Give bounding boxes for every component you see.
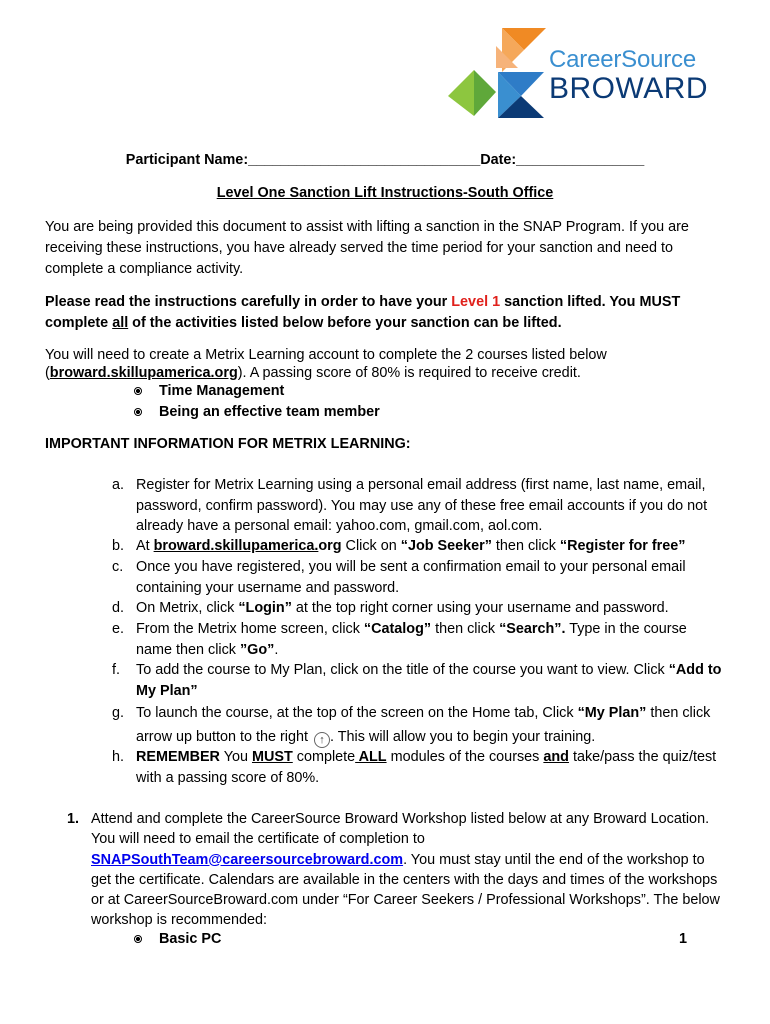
- step-text: Once you have registered, you will be sent a confirmation email to your personal email containing your username and password.: [136, 559, 686, 596]
- bullet-icon: [134, 387, 142, 395]
- all-label: ALL: [355, 749, 387, 765]
- step-text: [136, 536, 726, 557]
- step-h-text-4: take/pass the quiz/test with a passing score of 80%.: [136, 749, 717, 786]
- warning-text-1: Please read the instructions carefully in order to have your: [45, 294, 452, 310]
- step-e-text-1: From the Metrix home screen, click: [136, 621, 364, 637]
- intro-paragraph: You are being provided this document to assist with lifting a sanction in the SNAP Program. If you are receiving these instructions, you have already served the time period for your sanction and need to complete a compliance activity.: [45, 219, 689, 277]
- snap-email-link[interactable]: SNAPSouthTeam@careersourcebroward.com: [91, 851, 404, 868]
- course-item: Time Management: [159, 383, 285, 399]
- step-f-text-1: To add the course to My Plan, click on the title of the course you want to view. Click: [136, 662, 669, 678]
- step-label: d.: [112, 600, 125, 616]
- skillup-link-suffix: org: [318, 538, 342, 554]
- metrix-url-link[interactable]: broward.skillupamerica.org: [49, 365, 238, 381]
- step-label: h.: [112, 749, 125, 765]
- add-to-plan-label: “Add to My Plan”: [136, 662, 722, 699]
- register-free-label: “Register for free”: [559, 538, 686, 554]
- step-label: b.: [112, 538, 125, 554]
- step-text: [136, 598, 726, 619]
- step-b-text-3: then click: [491, 538, 560, 554]
- step-d: [112, 598, 732, 619]
- arrow-up-circle-icon: ↑: [314, 732, 330, 748]
- step-label: f.: [112, 662, 120, 678]
- metrix-intro-text-2: ). A passing score of 80% is required to receive credit.: [237, 365, 581, 381]
- logo-text-broward: BROWARD: [549, 72, 709, 105]
- step-h-text-1: You: [219, 749, 252, 765]
- step-a: [112, 475, 732, 537]
- step-b-text-1: At: [136, 538, 154, 554]
- step-b: [112, 536, 732, 557]
- page-title: Level One Sanction Lift Instructions-South Office: [216, 185, 554, 201]
- step-d-text-2: at the top right corner using your username and password.: [291, 600, 669, 616]
- page-number: 1: [679, 931, 688, 947]
- my-plan-label: “My Plan”: [577, 705, 647, 721]
- step-label: e.: [112, 621, 125, 637]
- must-label: MUST: [251, 749, 293, 765]
- warning-text-3: of the activities listed below before your sanction can be lifted.: [128, 315, 562, 331]
- step-g: [112, 701, 732, 749]
- step-h-text-2: complete: [292, 749, 356, 765]
- step-e-text-4: .: [274, 641, 279, 658]
- step-b-text-2: Click on: [341, 538, 401, 554]
- step-f: [112, 660, 732, 702]
- step-text: [136, 701, 726, 749]
- go-label: ”Go”: [239, 641, 275, 658]
- job-seeker-label: “Job Seeker”: [400, 538, 492, 554]
- warning-all: all: [112, 315, 129, 331]
- participant-date-line: Participant Name:_____________________________Date:________________: [125, 152, 645, 168]
- remember-label: REMEMBER: [136, 749, 220, 765]
- and-label: and: [543, 749, 569, 765]
- step-text: Register for Metrix Learning using a personal email address (first name, last name, email, password, confirm password). You may use any of these free email accounts if you do not already have a personal email: yahoo.com, gmail.com, aol.com.: [136, 477, 708, 534]
- step-g-text-1: To launch the course, at the top of the screen on the Home tab, Click: [136, 705, 578, 721]
- bullet-icon: [134, 408, 142, 416]
- logo-text-careersource: CareerSource: [549, 46, 697, 73]
- item-1-text-2: . You must stay until the end of the workshop to get the certificate. Calendars are available in the centers with the days and times of the workshops or at CareerSourceBroward.com under “For Career Seekers / Professional Workshops”. The below workshop is recommended:: [91, 851, 720, 929]
- step-label: g.: [112, 705, 125, 721]
- careersource-broward-logo: [446, 26, 716, 122]
- workshop-item: Basic PC: [159, 931, 222, 947]
- level-badge: Level 1: [451, 294, 501, 310]
- step-g-text-3: . This will allow you to begin your training.: [330, 729, 596, 745]
- item-label: 1.: [67, 811, 80, 827]
- step-text: [136, 660, 726, 701]
- skillup-link[interactable]: broward.skillupamerica.: [153, 538, 319, 554]
- step-h: [112, 747, 732, 789]
- step-label: a.: [112, 477, 125, 493]
- search-label: “Search”.: [499, 621, 566, 637]
- step-d-text-1: On Metrix, click: [136, 600, 239, 616]
- metrix-intro: [45, 346, 735, 382]
- step-label: c.: [112, 559, 124, 575]
- warning-text-2: sanction lifted. You MUST complete: [45, 294, 681, 331]
- step-e: [112, 619, 732, 661]
- step-h-text-3: modules of the courses: [386, 749, 544, 765]
- instructions-warning: [45, 292, 735, 334]
- item-1-text-1: Attend and complete the CareerSource Broward Workshop listed below at any Broward Location. You will need to email the certificate of completion to: [91, 811, 710, 848]
- step-text: [136, 619, 726, 660]
- course-item: Being an effective team member: [159, 404, 380, 420]
- step-e-text-2: then click: [431, 621, 500, 637]
- step-text: [136, 747, 726, 788]
- logo-mark-icon: [446, 26, 546, 122]
- item-text: [91, 809, 723, 931]
- step-c: [112, 557, 732, 599]
- login-label: “Login”: [238, 600, 292, 616]
- bullet-icon: [134, 935, 142, 943]
- step-e-text-3: Type in the course name then click: [136, 621, 687, 658]
- step-g-text-2: then click arrow up button to the right: [136, 705, 711, 745]
- metrix-intro-text-1: You will need to create a Metrix Learning account to complete the 2 courses listed below (: [45, 347, 607, 381]
- important-heading: IMPORTANT INFORMATION FOR METRIX LEARNING:: [45, 436, 411, 452]
- catalog-label: “Catalog”: [363, 621, 432, 637]
